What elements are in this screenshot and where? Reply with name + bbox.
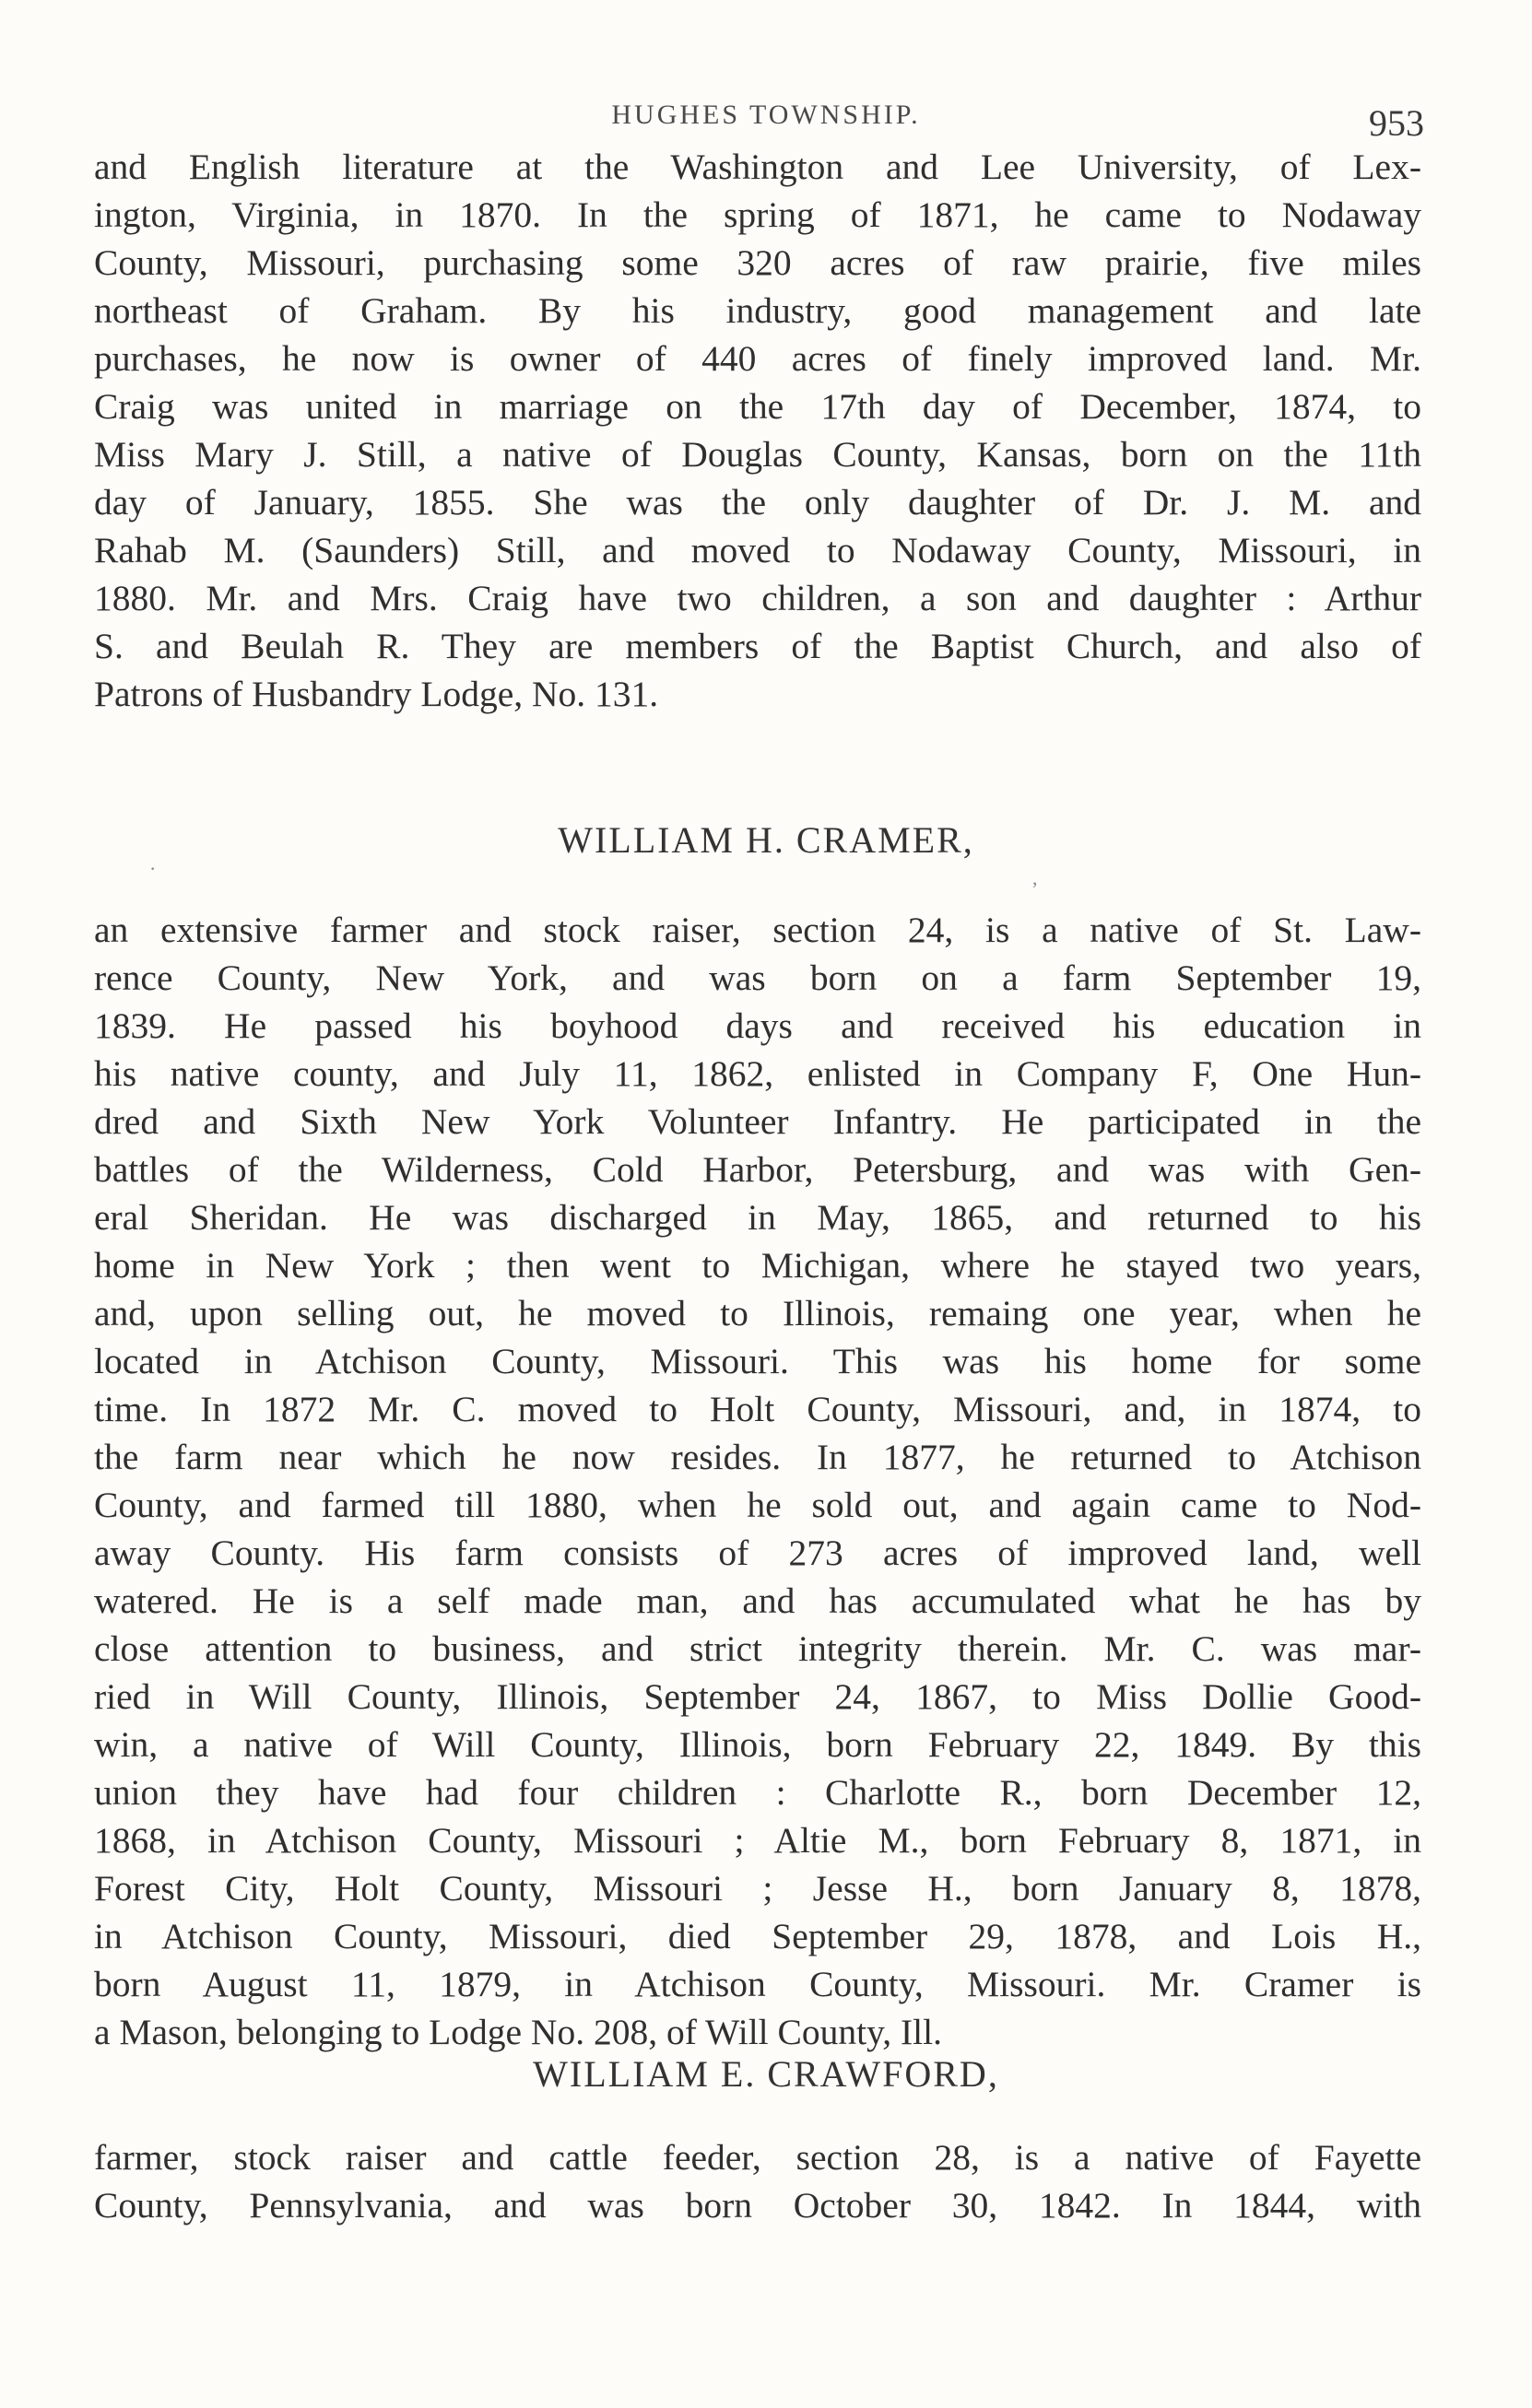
text-line: 1868, in Atchison County, Missouri ; Altie M., born February 8, 1871, in <box>94 1820 1421 1861</box>
running-head: HUGHES TOWNSHIP. <box>611 100 921 130</box>
text-line: northeast of Graham. By his industry, good management and late <box>94 290 1421 331</box>
section-heading-cramer: WILLIAM H. CRAMER, <box>558 819 974 861</box>
text-line: farmer, stock raiser and cattle feeder, section 28, is a native of Fayette <box>94 2137 1421 2178</box>
text-line: County, Missouri, purchasing some 320 acres of raw prairie, five miles <box>94 242 1421 283</box>
craig-biography-continuation <box>94 143 1421 718</box>
text-line: Rahab M. (Saunders) Still, and moved to Nodaway County, Missouri, in <box>94 530 1421 570</box>
text-line: Craig was united in marriage on the 17th day of December, 1874, to <box>94 386 1421 427</box>
text-line: win, a native of Will County, Illinois, born February 22, 1849. By this <box>94 1724 1421 1765</box>
text-line: close attention to business, and strict integrity therein. Mr. C. was mar- <box>94 1628 1421 1669</box>
print-speck: · <box>149 857 157 880</box>
crawford-biography <box>94 2133 1421 2229</box>
text-line: away County. His farm consists of 273 acres of improved land, well <box>94 1533 1421 1573</box>
text-line: his native county, and July 11, 1862, enlisted in Company F, One Hun- <box>94 1053 1421 1094</box>
text-line: ried in Will County, Illinois, September 24, 1867, to Miss Dollie Good- <box>94 1676 1421 1717</box>
text-line: eral Sheridan. He was discharged in May, 1865, and returned to his <box>94 1197 1421 1238</box>
text-line: located in Atchison County, Missouri. This was his home for some <box>94 1341 1421 1381</box>
text-line: and, upon selling out, he moved to Illinois, remaing one year, when he <box>94 1293 1421 1333</box>
text-line: battles of the Wilderness, Cold Harbor, Petersburg, and was with Gen- <box>94 1149 1421 1190</box>
text-line: day of January, 1855. She was the only daughter of Dr. J. M. and <box>94 482 1421 523</box>
text-line: rence County, New York, and was born on a farm September 19, <box>94 957 1421 998</box>
text-line: time. In 1872 Mr. C. moved to Holt County, Missouri, and, in 1874, to <box>94 1389 1421 1429</box>
text-line: 1839. He passed his boyhood days and received his education in <box>94 1005 1421 1046</box>
text-line: dred and Sixth New York Volunteer Infantry. He participated in the <box>94 1101 1421 1142</box>
page-number: 953 <box>1369 102 1424 144</box>
text-line: in Atchison County, Missouri, died September 29, 1878, and Lois H., <box>94 1916 1421 1956</box>
text-line: County, and farmed till 1880, when he sold out, and again came to Nod- <box>94 1485 1421 1525</box>
text-line: an extensive farmer and stock raiser, section 24, is a native of St. Law- <box>94 910 1421 950</box>
text-line: born August 11, 1879, in Atchison County, Missouri. Mr. Cramer is <box>94 1964 1421 2004</box>
cramer-biography <box>94 906 1421 2056</box>
text-line: the farm near which he now resides. In 1877, he returned to Atchison <box>94 1437 1421 1477</box>
text-line: union they have had four children : Charlotte R., born December 12, <box>94 1772 1421 1813</box>
text-line: a Mason, belonging to Lodge No. 208, of Will County, Ill. <box>94 2012 942 2052</box>
section-heading-crawford: WILLIAM E. CRAWFORD, <box>533 2053 999 2095</box>
text-line: Patrons of Husbandry Lodge, No. 131. <box>94 674 659 714</box>
text-line: purchases, he now is owner of 440 acres of finely improved land. Mr. <box>94 338 1421 379</box>
text-line: Forest City, Holt County, Missouri ; Jesse H., born January 8, 1878, <box>94 1868 1421 1909</box>
print-speck: , <box>1032 866 1038 889</box>
text-line: County, Pennsylvania, and was born October 30, 1842. In 1844, with <box>94 2185 1421 2226</box>
text-line: S. and Beulah R. They are members of the Baptist Church, and also of <box>94 626 1421 666</box>
text-line: watered. He is a self made man, and has accumulated what he has by <box>94 1580 1421 1621</box>
text-line: Miss Mary J. Still, a native of Douglas County, Kansas, born on the 11th <box>94 434 1421 475</box>
text-line: home in New York ; then went to Michigan, where he stayed two years, <box>94 1245 1421 1286</box>
text-line: 1880. Mr. and Mrs. Craig have two children, a son and daughter : Arthur <box>94 578 1421 618</box>
text-line: ington, Virginia, in 1870. In the spring of 1871, he came to Nodaway <box>94 194 1421 235</box>
text-line: and English literature at the Washington and Lee University, of Lex- <box>94 147 1421 187</box>
